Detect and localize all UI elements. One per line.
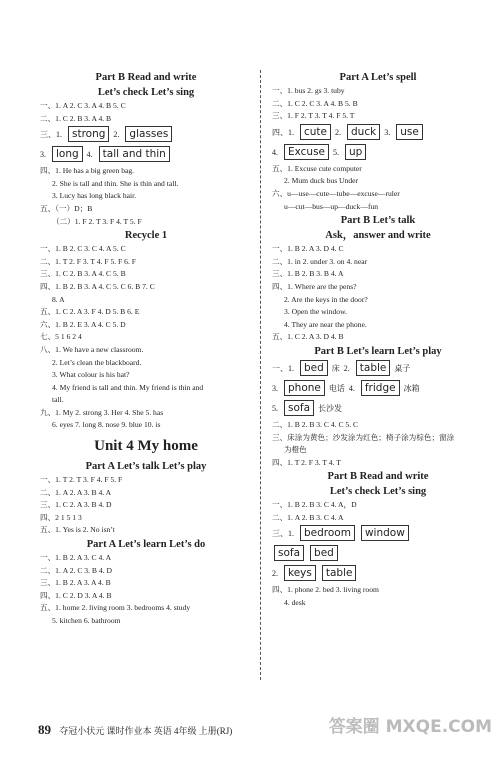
answer-line: 三、1. C 2. B 3. A 4. C 5. B bbox=[40, 269, 126, 279]
word-meaning: 电话 bbox=[328, 383, 345, 393]
answer-line: 四、1. Where are the pens? bbox=[272, 281, 357, 291]
answer-line: 五、1. Excuse cute computer bbox=[272, 163, 362, 173]
handwriting-row bbox=[272, 359, 484, 379]
number-label: 2. bbox=[113, 130, 120, 140]
handwriting-row bbox=[272, 399, 484, 419]
answer-line: 一、1. A 2. C 3. A 4. B 5. C bbox=[40, 101, 126, 110]
answer-line: 三、1. C 2. A 3. B 4. D bbox=[40, 500, 112, 510]
answer-line: 一、1. bus 2. gs 3. tuby bbox=[272, 86, 345, 95]
handwriting-row bbox=[40, 145, 252, 165]
answer-line: 3. What colour is his hat? bbox=[52, 370, 130, 380]
answer-line: 三、1. B 2. A 3. A 4. B bbox=[40, 578, 111, 588]
book-title: 夺冠小状元 课时作业本 英语 4年级 上册(RJ) bbox=[59, 726, 233, 736]
number-label: 2. bbox=[343, 363, 350, 373]
unit-title: Unit 4 My home bbox=[94, 438, 198, 455]
handwritten-word: tall and thin bbox=[99, 146, 170, 162]
handwriting-row bbox=[272, 544, 484, 564]
answer-line: 8. A bbox=[52, 294, 65, 304]
answer-line: 2. Let’s clean the blackboard. bbox=[52, 357, 142, 367]
answer-line: 九、1. My 2. strong 3. Her 4. She 5. has bbox=[40, 407, 164, 417]
number-label: 4. bbox=[86, 150, 93, 160]
number-label: 2. bbox=[335, 127, 342, 137]
handwritten-word: duck bbox=[347, 124, 380, 140]
section-heading: Part B Read and write bbox=[95, 72, 197, 83]
answer-line: 七、5 1 6 2 4 bbox=[40, 332, 82, 342]
answer-line: 2. She is tall and thin. She is thin and tall. bbox=[52, 178, 179, 188]
section-heading: Recycle 1 bbox=[124, 230, 168, 242]
section-heading: Let’s check Let’s sing bbox=[97, 87, 195, 98]
answer-line: 二、1. A 2. A 3. B 4. A bbox=[40, 487, 112, 497]
handwritten-word: bedroom bbox=[300, 525, 355, 541]
number-label: 一、1. bbox=[272, 363, 294, 373]
answer-line: 2. Mum duck bus Under bbox=[284, 176, 359, 186]
handwritten-word: use bbox=[396, 124, 423, 140]
handwritten-word: table bbox=[356, 360, 391, 376]
number-label: 四、1. bbox=[272, 127, 294, 137]
answer-line: 五、1. Yes is 2. No isn’t bbox=[40, 525, 115, 535]
section-heading: Part B Let’s learn Let’s play bbox=[314, 345, 442, 357]
answer-line: 为橙色 bbox=[284, 445, 307, 455]
answer-line: 四、1. T 2. F 3. T 4. T bbox=[272, 457, 341, 467]
answer-line: 4. They are near the phone. bbox=[284, 319, 367, 329]
column-divider bbox=[260, 70, 261, 680]
answer-line: 五、1. C 2. A 3. F 4. D 5. B 6. E bbox=[40, 307, 140, 317]
handwritten-word: cute bbox=[300, 124, 331, 140]
number-label: 4. bbox=[272, 147, 278, 157]
answer-line: 4. My friend is tall and thin. My friend is thin and bbox=[52, 382, 204, 392]
handwritten-word: sofa bbox=[284, 400, 314, 416]
handwriting-row bbox=[40, 125, 252, 145]
handwritten-word: Excuse bbox=[284, 144, 329, 160]
handwritten-word: phone bbox=[284, 380, 325, 396]
answer-line: 一、1. B 2. A 3. C 4. A bbox=[40, 553, 112, 563]
section-heading: Let’s check Let’s sing bbox=[329, 486, 427, 498]
answer-line: 三、床涂为黄色；沙发涂为红色；椅子涂为棕色；窗涂 bbox=[272, 432, 455, 442]
handwritten-word: window bbox=[361, 525, 409, 541]
answer-line: 二、1. T 2. F 3. T 4. F 5. F 6. F bbox=[40, 256, 137, 266]
answer-line: 五、1. home 2. living room 3. bedrooms 4. study bbox=[40, 603, 191, 613]
handwritten-word: sofa bbox=[274, 545, 304, 561]
section-heading: Part B Read and write bbox=[327, 471, 429, 483]
handwritten-word: long bbox=[52, 146, 83, 162]
answer-line: 4. desk bbox=[284, 598, 306, 608]
handwritten-word: bed bbox=[300, 360, 328, 376]
word-meaning: 冰箱 bbox=[403, 383, 420, 393]
handwriting-row bbox=[272, 143, 484, 163]
word-meaning: 床 bbox=[331, 363, 340, 373]
answer-line: 四、1. B 2. B 3. A 4. C 5. C 6. B 7. C bbox=[40, 281, 155, 291]
number-label: 3. bbox=[40, 150, 46, 160]
answer-line: 3. Lucy has long black hair. bbox=[52, 191, 137, 201]
handwritten-word: table bbox=[322, 565, 357, 581]
section-heading: Part B Let’s talk bbox=[340, 215, 416, 227]
answer-line: 一、1. B 2. A 3. D 4. C bbox=[272, 244, 344, 254]
answer-line: 2. Are the keys in the door? bbox=[284, 294, 368, 304]
right-column bbox=[272, 70, 484, 610]
answer-line: tall. bbox=[52, 395, 64, 405]
handwriting-row bbox=[272, 379, 484, 399]
answer-line: 6. eyes 7. long 8. nose 9. blue 10. is bbox=[52, 420, 161, 430]
answer-line: 五、（一）D；B bbox=[40, 203, 93, 213]
number-label: 3. bbox=[272, 383, 278, 393]
handwritten-word: keys bbox=[284, 565, 316, 581]
section-heading: Part A Let’s spell bbox=[339, 72, 417, 83]
number-label: 5. bbox=[333, 147, 340, 157]
answer-line: 四、2 1 5 1 3 bbox=[40, 512, 82, 522]
answer-line: 二、1. C 2. C 3. A 4. B 5. B bbox=[272, 98, 358, 108]
handwritten-word: bed bbox=[310, 545, 338, 561]
answer-line: 四、1. C 2. D 3. A 4. B bbox=[40, 590, 112, 600]
answer-line: 三、1. F 2. T 3. T 4. F 5. T bbox=[272, 111, 355, 121]
answer-line: 八、1. We have a new classroom. bbox=[40, 344, 144, 354]
number-label: 三、1. bbox=[272, 529, 294, 539]
answer-line: 5. kitchen 6. bathroom bbox=[52, 616, 121, 625]
answer-line: 二、1. C 2. B 3. A 4. B bbox=[40, 113, 112, 123]
answer-line: 二、1. in 2. under 3. on 4. near bbox=[272, 256, 368, 266]
answer-line: 一、1. T 2. T 3. F 4. F 5. F bbox=[40, 475, 123, 485]
number-label: 5. bbox=[272, 403, 278, 413]
number-label: 3. bbox=[384, 127, 391, 137]
answer-line: 二、1. A 2. B 3. C 4. A bbox=[272, 512, 344, 522]
number-label: 三、1. bbox=[40, 130, 62, 140]
answer-line: u—cut—bus—up—duck—fun bbox=[284, 201, 379, 211]
section-heading: Part A Let’s learn Let’s do bbox=[86, 539, 206, 551]
handwritten-word: fridge bbox=[361, 380, 400, 396]
number-label: 4. bbox=[348, 383, 355, 393]
answer-line: 二、1. B 2. B 3. C 4. C 5. C bbox=[272, 419, 359, 429]
answer-line: 3. Open the window. bbox=[284, 307, 347, 317]
word-meaning: 桌子 bbox=[394, 363, 411, 373]
left-column bbox=[40, 70, 252, 628]
answer-line: 三、1. B 2. B 3. B 4. A bbox=[272, 269, 344, 279]
word-meaning: 长沙发 bbox=[318, 403, 343, 413]
page-footer bbox=[38, 722, 232, 738]
section-heading: Part A Let’s talk Let’s play bbox=[85, 461, 207, 473]
handwritten-word: strong bbox=[68, 126, 109, 142]
answer-line: 一、1. B 2. C 3. C 4. A 5. C bbox=[40, 244, 126, 254]
handwriting-row bbox=[272, 123, 484, 143]
answer-line: 二、1. A 2. C 3. B 4. D bbox=[40, 565, 112, 575]
number-label: 2. bbox=[272, 569, 278, 579]
answer-line: 六、u—use—cute—tube—excuse—ruler bbox=[272, 188, 400, 198]
answer-line: 五、1. C 2. A 3. D 4. B bbox=[272, 332, 344, 342]
handwritten-word: up bbox=[345, 144, 366, 160]
page-number: 89 bbox=[38, 722, 51, 737]
answer-line: 四、1. phone 2. bed 3. living room bbox=[272, 585, 379, 595]
answer-line: 一、1. B 2. B 3. C 4. A，D bbox=[272, 500, 357, 510]
answer-line: （二）1. F 2. T 3. F 4. T 5. F bbox=[52, 216, 142, 226]
watermark-logo: 答案圈 MXQE.COM bbox=[328, 717, 492, 737]
answer-line: 四、1. He has a big green bag. bbox=[40, 166, 135, 176]
handwriting-row bbox=[272, 524, 484, 544]
handwriting-row bbox=[272, 564, 484, 584]
handwritten-word: glasses bbox=[125, 126, 172, 142]
section-heading: Ask，answer and write bbox=[325, 230, 431, 242]
answer-line: 六、1. B 2. E 3. A 4. C 5. D bbox=[40, 319, 126, 329]
